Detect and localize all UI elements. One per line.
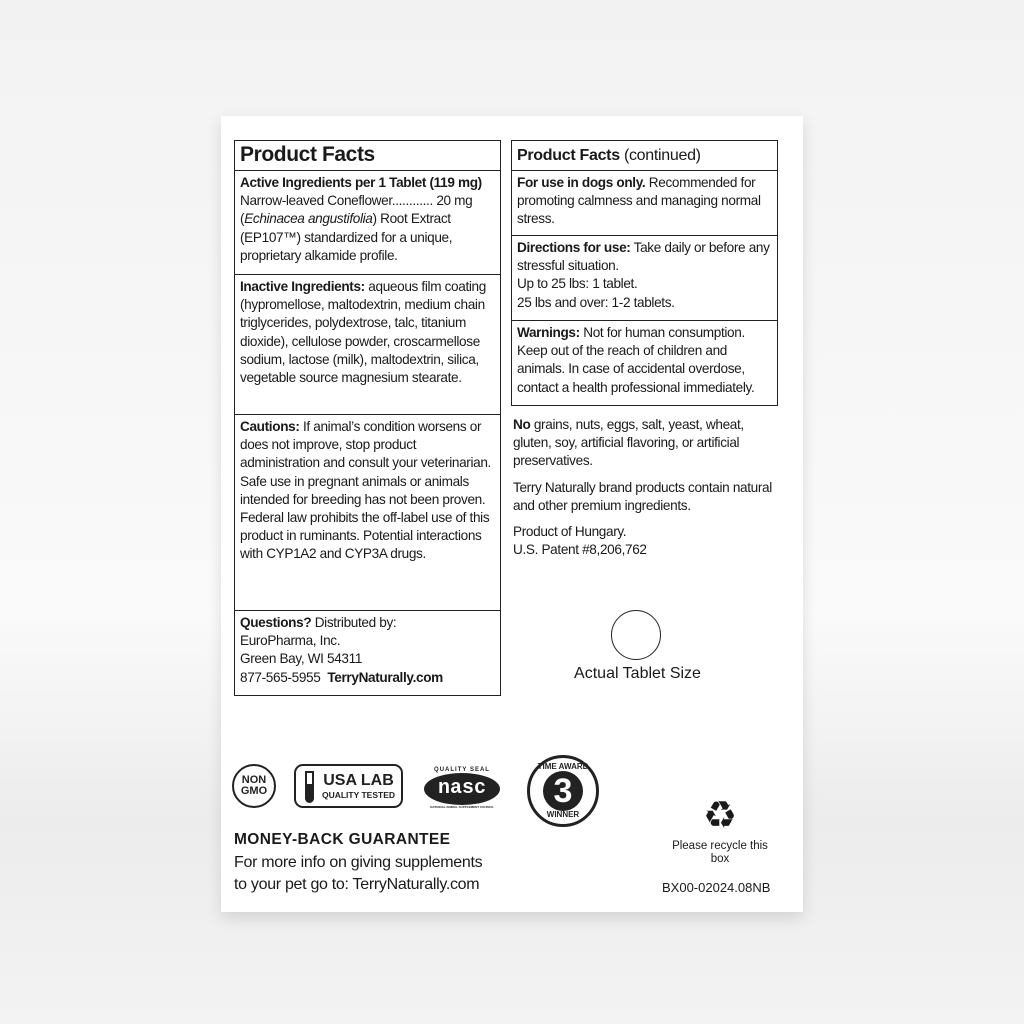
brand-note: Terry Naturally brand products contain natural and other premium ingredients. — [513, 479, 772, 513]
logo-bottom: WINNER — [546, 810, 580, 819]
text: aqueous film coating (hypromellose, maltodextrin, medium chain triglycerides, polydextrose, talc, titanium dioxide), cellulose powder, croscarmellose sodium, lactose (milk), maltodextrin, silica, vegetable source magnesium stearate. — [240, 279, 486, 386]
nasc-quality-seal-logo — [420, 760, 504, 816]
active-rest: ) Root Extract (EP107™) standardized for a unique, proprietary alkamide profile. — [240, 211, 453, 263]
tablet-caption: Actual Tablet Size — [574, 665, 701, 682]
active-ingredients — [235, 170, 500, 274]
logo-text: NON GMO — [240, 774, 268, 797]
text: If animal’s condition worsens or does not improve, stop product administration and consult your veterinarian. Safe use in pregnant animals or animals intended for breeding has not been proven. Federal law prohibits the off-label use of this product in ruminants. Potential interactions with CYP1A2 and CYP3A drugs. — [240, 419, 491, 562]
company: EuroPharma, Inc. — [240, 633, 341, 649]
allergen-free — [513, 416, 783, 471]
panel-title — [512, 141, 777, 170]
additional-info — [513, 416, 783, 567]
active-heading: Active Ingredients per 1 Tablet (119 mg) — [240, 175, 482, 190]
product-facts-panel — [234, 140, 501, 696]
label: For use in dogs only. — [517, 175, 646, 190]
origin — [513, 523, 783, 559]
logo-text: nasc — [424, 773, 500, 805]
questions — [235, 610, 500, 691]
tablet-size-circle — [611, 610, 661, 660]
text: Not for human consumption. Keep out of the reach of children and animals. In case of accidental overdose, contact a health professional immediately. — [517, 325, 755, 395]
dir-line: 25 lbs and over: 1-2 tablets. — [517, 294, 675, 310]
logo-top: QUALITY SEAL — [434, 767, 490, 773]
info-line: For more info on giving supplements — [234, 854, 483, 871]
title: Product Facts — [517, 147, 620, 164]
logo-num: 3 — [543, 771, 583, 811]
website: TerryNaturally.com — [327, 669, 443, 685]
address: Green Bay, WI 54311 — [240, 651, 363, 667]
warnings — [512, 320, 777, 401]
info-line: to your pet go to: TerryNaturally.com — [234, 876, 480, 893]
non-gmo-logo — [232, 764, 276, 808]
title-suffix: (continued) — [619, 147, 701, 164]
patent: U.S. Patent #8,206,762 — [513, 542, 647, 558]
money-back-guarantee: MONEY-BACK GUARANTEE — [234, 831, 451, 848]
usa-lab-logo — [294, 764, 403, 808]
text: Distributed by: — [311, 615, 397, 630]
test-tube-icon — [305, 771, 314, 803]
logo-subtext: QUALITY TESTED — [321, 790, 396, 800]
latin-name: Echinacea angustifolia — [244, 211, 373, 227]
origin-text: Product of Hungary. — [513, 524, 627, 540]
phone: 877-565-5955 — [240, 669, 321, 685]
label: No — [513, 417, 531, 432]
paren: ( — [240, 211, 245, 227]
product-facts-continued-panel — [511, 140, 778, 406]
product-code: BX00-02024.08NB — [662, 880, 771, 895]
logo-top: TIME AWARD — [537, 762, 589, 771]
directions — [512, 235, 777, 320]
logo-text: USA LAB — [323, 772, 394, 789]
label: Cautions: — [240, 419, 300, 434]
inactive-ingredients — [235, 274, 500, 414]
text: Recommended for promoting calmness and managing normal stress. — [517, 175, 761, 227]
recycle-icon: ♻ — [702, 795, 738, 837]
label: Directions for use: — [517, 240, 631, 255]
time-award-logo — [527, 755, 599, 827]
label: Warnings: — [517, 325, 580, 340]
text: grains, nuts, eggs, salt, yeast, wheat, gluten, soy, artificial flavoring, or artificial preservatives. — [513, 417, 744, 469]
label: Inactive Ingredients: — [240, 279, 365, 294]
logo-bottom: NATIONAL ANIMAL SUPPLEMENT COUNCIL — [430, 805, 494, 809]
usage — [512, 170, 777, 235]
cautions — [235, 414, 500, 610]
label: Questions? — [240, 615, 312, 630]
active-line: Narrow-leaved Coneflower............ 20 mg — [240, 193, 473, 209]
text: Take daily or before any stressful situation. — [517, 240, 770, 274]
recycle-note: Please recycle this box — [672, 840, 768, 865]
dir-line: Up to 25 lbs: 1 tablet. — [517, 276, 638, 292]
panel-title: Product Facts — [240, 143, 375, 166]
